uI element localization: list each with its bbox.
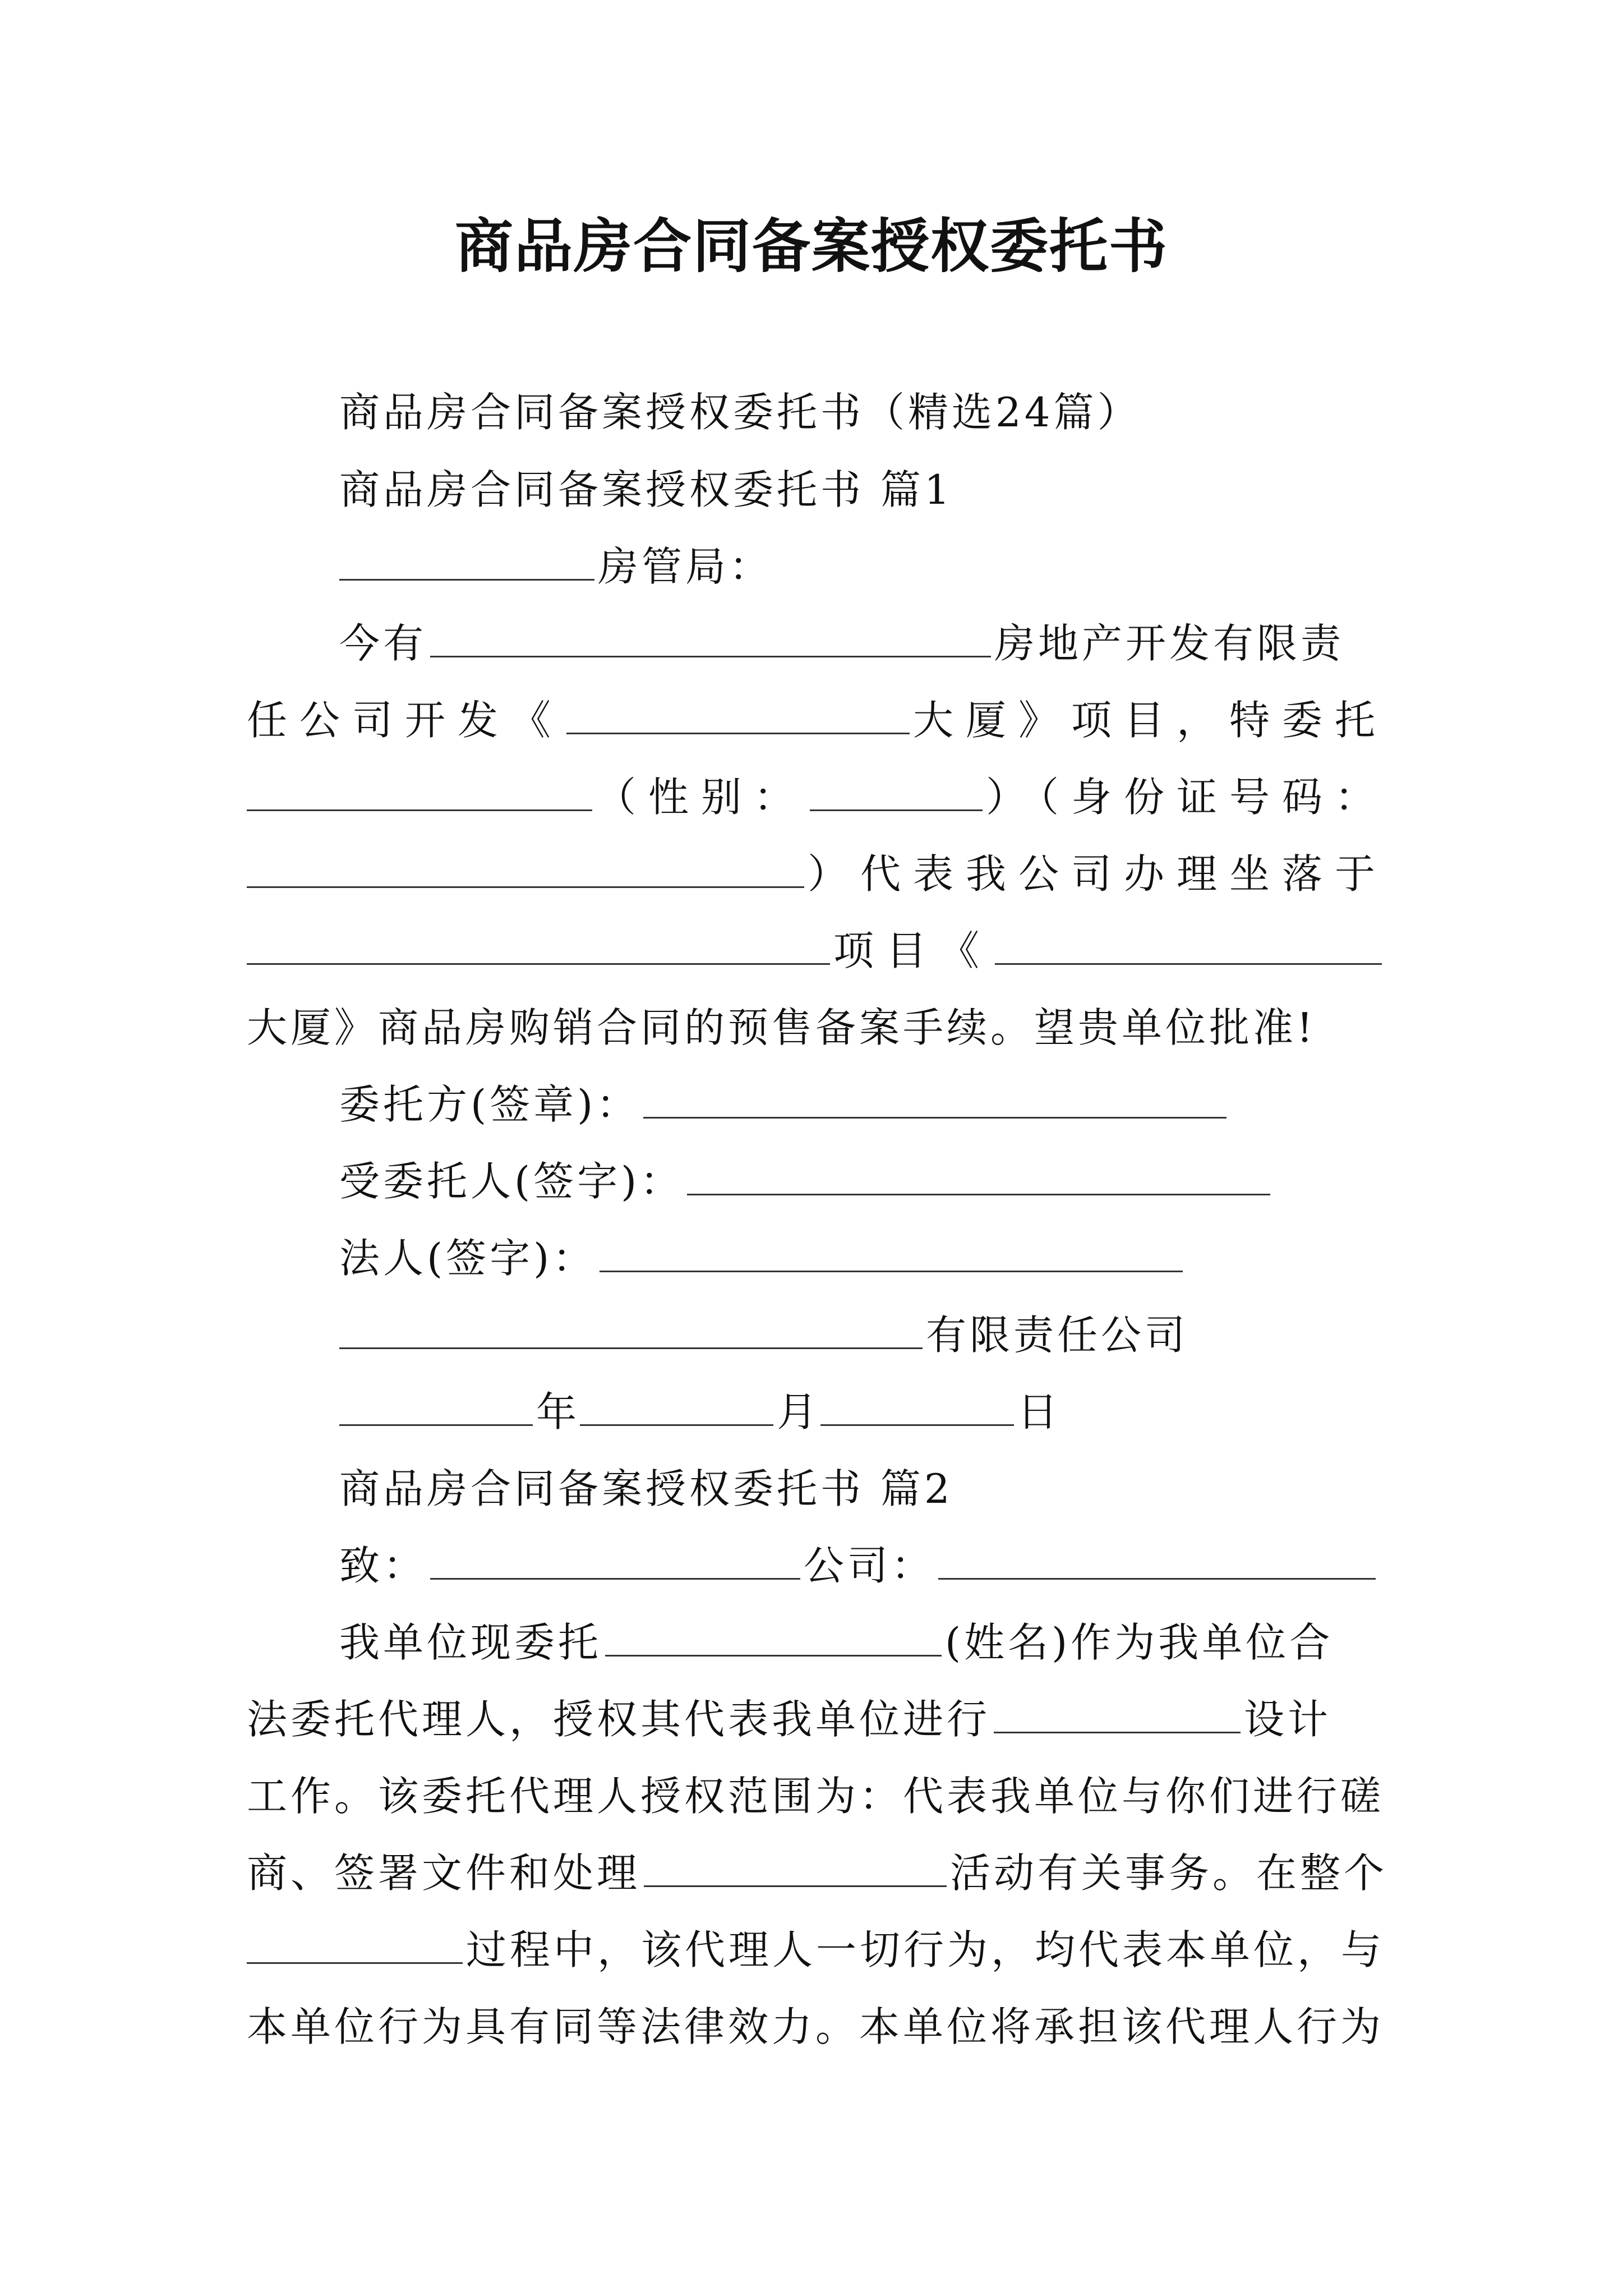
text: 房地产开发有限责 bbox=[994, 620, 1345, 667]
paragraph-line: 工作。该委托代理人授权范围为：代表我单位与你们进行磋 bbox=[247, 1773, 1385, 1820]
blank-field bbox=[247, 771, 592, 811]
blank-field bbox=[605, 1617, 942, 1657]
text: 任公司开发《 bbox=[247, 697, 564, 744]
text: ）（身份证号码： bbox=[985, 774, 1387, 821]
paragraph-line bbox=[247, 843, 1387, 905]
blank-field bbox=[430, 618, 991, 657]
text: 公司： bbox=[804, 1542, 935, 1589]
paragraph-line bbox=[247, 1842, 1387, 1904]
text: （性别： bbox=[595, 774, 806, 821]
text: 今有 bbox=[339, 620, 427, 667]
blank-field bbox=[994, 1694, 1241, 1733]
text: (姓名)作为我单位合 bbox=[945, 1619, 1334, 1666]
text: 日 bbox=[1017, 1388, 1058, 1435]
signature-line-legal-person bbox=[339, 1227, 1387, 1289]
text: 法人(签字)： bbox=[339, 1235, 597, 1282]
blank-field bbox=[938, 1540, 1376, 1580]
subtitle: 商品房合同备案授权委托书（精选24篇） bbox=[339, 389, 1141, 436]
to-line bbox=[339, 1535, 1387, 1596]
blank-field bbox=[995, 925, 1382, 965]
signature-blank bbox=[600, 1232, 1183, 1272]
text: 有限责任公司 bbox=[926, 1312, 1189, 1359]
blank-field bbox=[566, 694, 910, 734]
signature-blank bbox=[643, 1079, 1227, 1119]
signature-line-agent bbox=[339, 1151, 1387, 1212]
text: 设计 bbox=[1244, 1696, 1332, 1743]
blank-field bbox=[247, 1924, 463, 1964]
paragraph-line bbox=[247, 920, 1387, 982]
text: 过程中，该代理人一切行为，均代表本单位，与 bbox=[466, 1926, 1385, 1973]
signature-line-principal bbox=[339, 1074, 1387, 1135]
blank-field bbox=[339, 1386, 533, 1426]
section-heading-2: 商品房合同备案授权委托书 篇2 bbox=[339, 1465, 953, 1512]
blank-field bbox=[339, 1309, 923, 1349]
paragraph-line bbox=[247, 689, 1387, 751]
paragraph-line bbox=[247, 1919, 1387, 1981]
date-line bbox=[339, 1381, 1387, 1443]
text: 致： bbox=[339, 1542, 427, 1589]
text: 大厦》项目，特委托 bbox=[912, 697, 1387, 744]
text: 委托方(签章)： bbox=[339, 1081, 640, 1128]
text: 年 bbox=[536, 1388, 577, 1435]
paragraph-line bbox=[247, 1688, 1387, 1750]
blank-field bbox=[430, 1540, 800, 1580]
signature-blank bbox=[687, 1156, 1270, 1195]
paragraph-line bbox=[247, 766, 1387, 828]
blank-field bbox=[247, 848, 804, 888]
paragraph-line: 大厦》商品房购销合同的预售备案手续。望贵单位批准! bbox=[247, 1004, 1316, 1051]
text: 活动有关事务。在整个 bbox=[949, 1849, 1387, 1897]
blank-field bbox=[644, 1847, 947, 1887]
addressee-line bbox=[339, 536, 1387, 597]
blank-field bbox=[339, 541, 594, 581]
paragraph-line bbox=[339, 1612, 1387, 1673]
text: 商、签署文件和处理 bbox=[247, 1849, 641, 1897]
blank-field bbox=[247, 925, 830, 965]
text: ）代表我公司办理坐落于 bbox=[807, 850, 1387, 898]
blank-field bbox=[820, 1386, 1014, 1426]
text: 受委托人(签字)： bbox=[339, 1158, 684, 1205]
document-title: 商品房合同备案授权委托书 bbox=[454, 212, 1168, 280]
paragraph-line bbox=[339, 613, 1387, 674]
blank-field bbox=[580, 1386, 773, 1426]
company-line bbox=[339, 1304, 1387, 1366]
paragraph-line: 本单位行为具有同等法律效力。本单位将承担该代理人行为 bbox=[247, 2003, 1385, 2050]
text: 法委托代理人，授权其代表我单位进行 bbox=[247, 1696, 991, 1743]
addressee-label: 房管局： bbox=[598, 543, 773, 590]
text: 我单位现委托 bbox=[339, 1619, 602, 1666]
text: 月 bbox=[777, 1388, 818, 1435]
text: 项目《 bbox=[833, 927, 992, 974]
section-heading-1: 商品房合同备案授权委托书 篇1 bbox=[339, 466, 953, 513]
blank-field bbox=[810, 771, 983, 811]
